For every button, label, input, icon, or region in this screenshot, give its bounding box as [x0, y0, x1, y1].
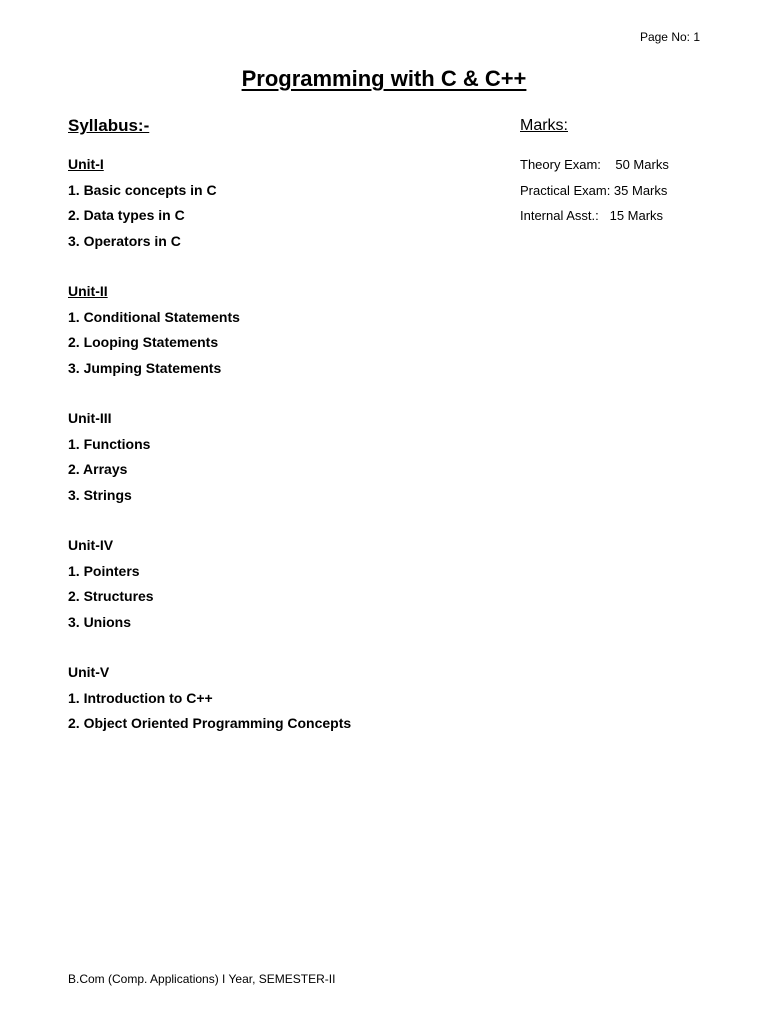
topic-item: 2. Looping Statements	[68, 334, 219, 350]
syllabus-heading: Syllabus:-	[68, 116, 150, 135]
syllabus-section	[68, 114, 488, 762]
topic-item: 2. Arrays	[68, 461, 128, 477]
topic-item: 1. Functions	[68, 435, 151, 452]
topic-item: 3. Operators in C	[68, 232, 181, 249]
unit-2	[68, 279, 488, 381]
marks-section	[520, 114, 720, 229]
topic-item: 2. Structures	[68, 588, 154, 604]
page-footer: B.Com (Comp. Applications) I Year, SEMESTER-II	[68, 972, 336, 986]
unit-1	[68, 152, 488, 254]
topic-item: 1. Basic concepts in C	[68, 181, 217, 198]
topic-item: 3. Jumping Statements	[68, 359, 222, 376]
unit-5	[68, 660, 488, 737]
topic-item: 3. Unions	[68, 613, 132, 630]
page-number: Page No: 1	[639, 30, 700, 44]
unit-4	[68, 533, 488, 635]
unit-title: Unit-III	[68, 410, 112, 426]
unit-title: Unit-I	[68, 156, 104, 172]
unit-title: Unit-V	[68, 664, 110, 680]
topic-item: 2. Object Oriented Programming Concepts	[68, 715, 352, 731]
marks-practical: Practical Exam: 35 Marks	[520, 182, 668, 198]
marks-heading: Marks:	[520, 117, 568, 134]
topic-item: 2. Data types in C	[68, 207, 185, 223]
topic-item: 1. Conditional Statements	[68, 308, 240, 325]
topic-item: 3. Strings	[68, 486, 132, 503]
marks-internal: Internal Asst.: 15 Marks	[520, 208, 664, 223]
topic-item: 1. Introduction to C++	[68, 689, 213, 706]
unit-3	[68, 406, 488, 508]
page-title: Programming with C & C++	[241, 66, 527, 91]
topic-item: 1. Pointers	[68, 562, 140, 579]
marks-theory: Theory Exam: 50 Marks	[520, 157, 669, 172]
unit-title: Unit-II	[68, 283, 108, 299]
unit-title: Unit-IV	[68, 537, 114, 553]
